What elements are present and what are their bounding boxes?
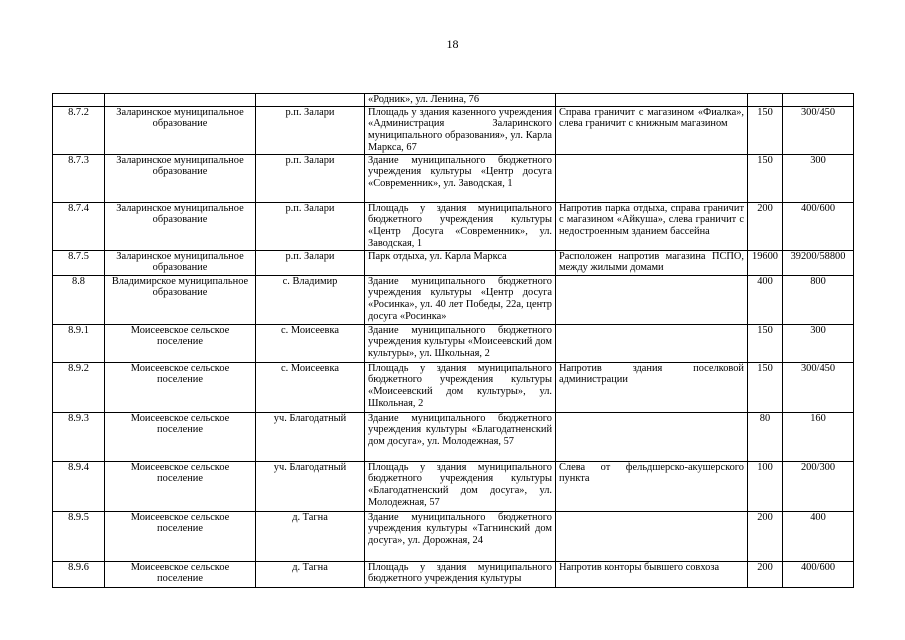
municipality: Заларинское муниципальное образование: [105, 250, 256, 275]
capacity: 400/600: [783, 202, 854, 250]
area: 150: [748, 106, 783, 154]
area: 400: [748, 275, 783, 324]
municipality: Моисеевское сельское поселение: [105, 511, 256, 561]
capacity: 160: [783, 412, 854, 461]
municipality: Заларинское муниципальное образование: [105, 154, 256, 202]
municipality: [105, 94, 256, 107]
municipality: Заларинское муниципальное образование: [105, 202, 256, 250]
capacity: 300: [783, 154, 854, 202]
item-number: 8.7.3: [53, 154, 105, 202]
settlement: с. Моисеевка: [256, 324, 365, 362]
capacity: 400: [783, 511, 854, 561]
item-number: 8.9.4: [53, 461, 105, 511]
area: [748, 94, 783, 107]
settlement: р.п. Залари: [256, 106, 365, 154]
description: [556, 324, 748, 362]
description: [556, 154, 748, 202]
table-row: [53, 561, 854, 587]
address: Площадь у здания муниципального бюджетного учреждения культуры «Моисеевский дом культуры», ул. Школьная, 2: [365, 362, 556, 412]
address: Здание муниципального бюджетного учреждения культуры «Благодатненский дом досуга», ул. Молодежная, 57: [365, 412, 556, 461]
area: 19600: [748, 250, 783, 275]
area: 200: [748, 202, 783, 250]
item-number: 8.7.2: [53, 106, 105, 154]
area: 150: [748, 154, 783, 202]
table-row: [53, 94, 854, 107]
settlement: р.п. Залари: [256, 250, 365, 275]
table-row: [53, 461, 854, 511]
area: 150: [748, 362, 783, 412]
item-number: 8.9.3: [53, 412, 105, 461]
settlement: д. Тагна: [256, 511, 365, 561]
item-number: [53, 94, 105, 107]
capacity: 300: [783, 324, 854, 362]
description: [556, 511, 748, 561]
table-row: [53, 250, 854, 275]
address: Площадь у здания муниципального бюджетного учреждения культуры «Центр Досуга «Современник», ул. Заводская, 1: [365, 202, 556, 250]
address: Площадь у здания муниципального бюджетного учреждения культуры: [365, 561, 556, 587]
address: Площадь у здания казенного учреждения «Администрация Заларинского муниципального образования», ул. Карла Маркса, 67: [365, 106, 556, 154]
municipality: Заларинское муниципальное образование: [105, 106, 256, 154]
table-row: [53, 106, 854, 154]
table-row: [53, 511, 854, 561]
municipality: Моисеевское сельское поселение: [105, 362, 256, 412]
address: Парк отдыха, ул. Карла Маркса: [365, 250, 556, 275]
table-row: [53, 154, 854, 202]
settlement: [256, 94, 365, 107]
settlement: уч. Благодатный: [256, 412, 365, 461]
municipality: Моисеевское сельское поселение: [105, 324, 256, 362]
capacity: 200/300: [783, 461, 854, 511]
description: Слева от фельдшерско-акушерского пункта: [556, 461, 748, 511]
item-number: 8.8: [53, 275, 105, 324]
settlement: уч. Благодатный: [256, 461, 365, 511]
description: [556, 412, 748, 461]
description: Справа граничит с магазином «Фиалка», слева граничит с книжным магазином: [556, 106, 748, 154]
item-number: 8.9.6: [53, 561, 105, 587]
municipality: Моисеевское сельское поселение: [105, 412, 256, 461]
item-number: 8.9.1: [53, 324, 105, 362]
item-number: 8.7.5: [53, 250, 105, 275]
settlement: с. Владимир: [256, 275, 365, 324]
item-number: 8.9.2: [53, 362, 105, 412]
table-row: [53, 275, 854, 324]
sites-table: [52, 93, 854, 588]
table-row: [53, 324, 854, 362]
item-number: 8.7.4: [53, 202, 105, 250]
municipality: Владимирское муниципальное образование: [105, 275, 256, 324]
area: 100: [748, 461, 783, 511]
capacity: 300/450: [783, 106, 854, 154]
capacity: 800: [783, 275, 854, 324]
description: Напротив здания поселковой администрации: [556, 362, 748, 412]
address: Здание муниципального бюджетного учреждения культуры «Моисеевский дом культуры», ул. Школьная, 2: [365, 324, 556, 362]
capacity: 400/600: [783, 561, 854, 587]
table-row: [53, 412, 854, 461]
address: Здание муниципального бюджетного учреждения культуры «Центр досуга «Росинка», ул. 40 лет Победы, 22а, центр досуга «Росинка»: [365, 275, 556, 324]
address: Здание муниципального бюджетного учреждения культуры «Центр досуга «Современник», ул. Заводская, 1: [365, 154, 556, 202]
municipality: Моисеевское сельское поселение: [105, 561, 256, 587]
description: [556, 275, 748, 324]
address: «Родник», ул. Ленина, 76: [365, 94, 556, 107]
description: Напротив конторы бывшего совхоза: [556, 561, 748, 587]
area: 200: [748, 561, 783, 587]
settlement: с. Моисеевка: [256, 362, 365, 412]
area: 200: [748, 511, 783, 561]
settlement: р.п. Залари: [256, 154, 365, 202]
table-row: [53, 202, 854, 250]
item-number: 8.9.5: [53, 511, 105, 561]
capacity: 39200/58800: [783, 250, 854, 275]
area: 80: [748, 412, 783, 461]
description: Расположен напротив магазина ПСПО, между жилыми домами: [556, 250, 748, 275]
description: Напротив парка отдыха, справа граничит с магазином «Айкуша», слева граничит с недостроенным зданием бассейна: [556, 202, 748, 250]
settlement: д. Тагна: [256, 561, 365, 587]
area: 150: [748, 324, 783, 362]
capacity: 300/450: [783, 362, 854, 412]
address: Площадь у здания муниципального бюджетного учреждения культуры «Благодатненский дом досуга», ул. Молодежная, 57: [365, 461, 556, 511]
description: [556, 94, 748, 107]
address: Здание муниципального бюджетного учреждения культуры «Тагнинский дом досуга», ул. Дорожная, 24: [365, 511, 556, 561]
municipality: Моисеевское сельское поселение: [105, 461, 256, 511]
table-row: [53, 362, 854, 412]
page-number: 18: [446, 37, 459, 51]
settlement: р.п. Залари: [256, 202, 365, 250]
capacity: [783, 94, 854, 107]
